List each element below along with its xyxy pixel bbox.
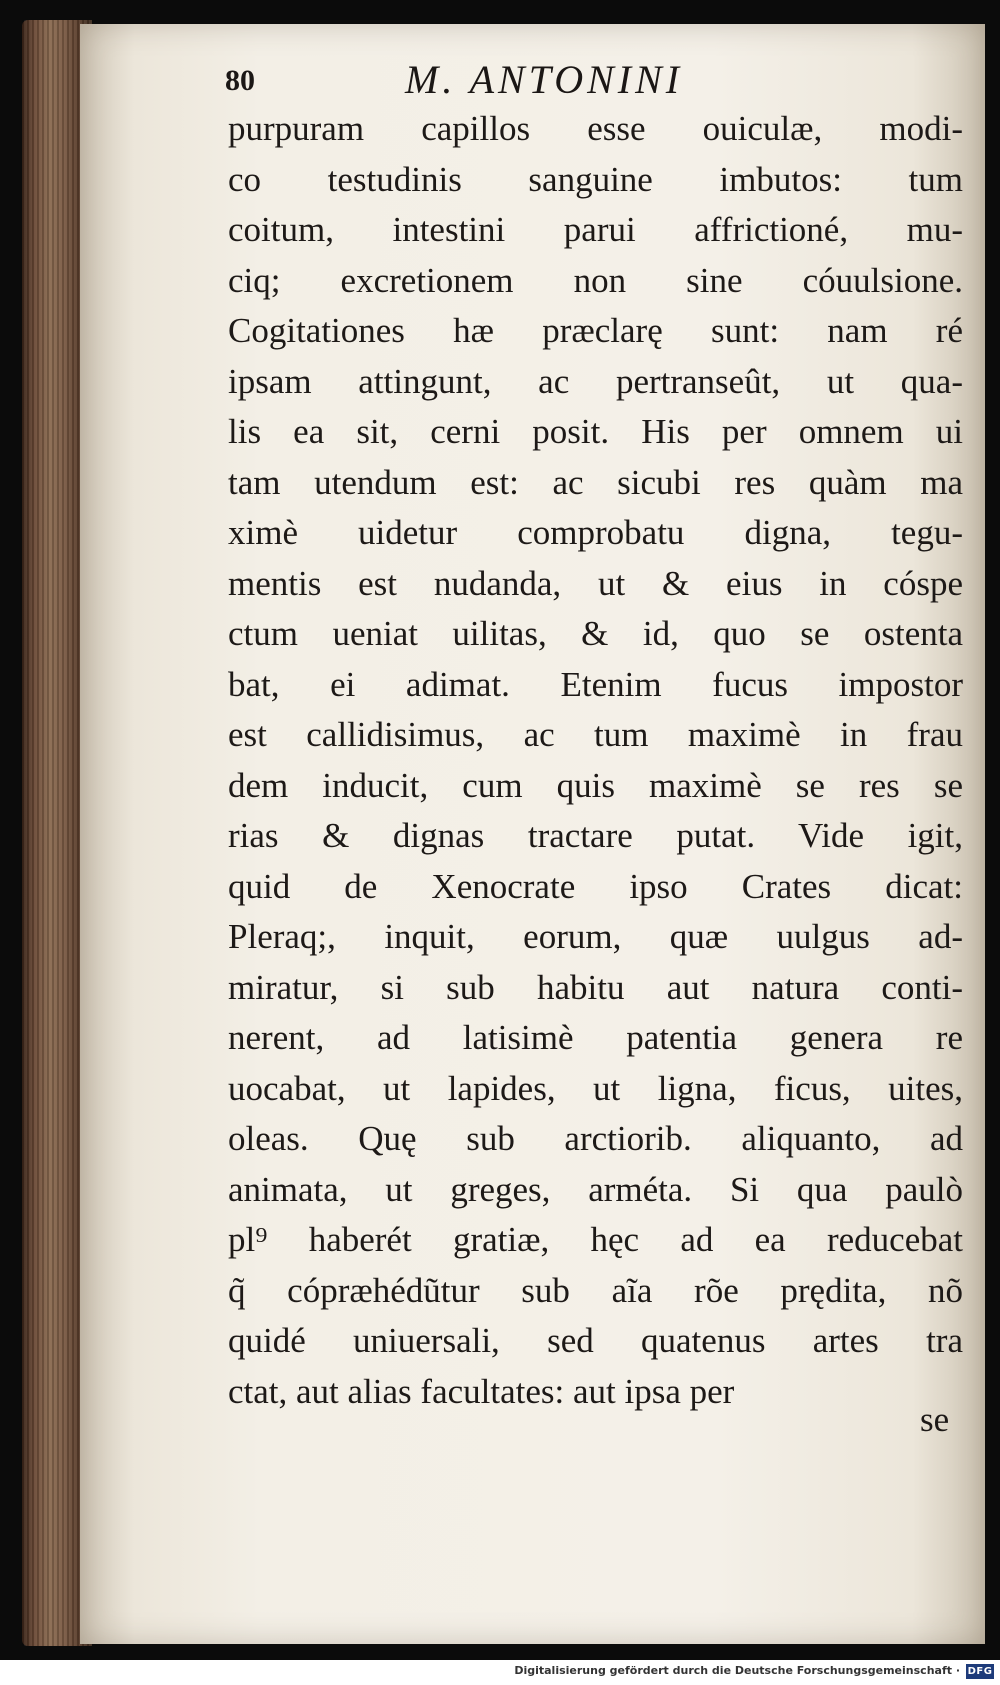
text-line: animata, ut greges, arméta. Si qua paulò: [228, 1169, 963, 1209]
text-line: ipsam attingunt, ac pertranseût, ut qua-: [228, 361, 963, 401]
text-line: dem inducit, cum quis maximè se res se: [228, 765, 963, 805]
text-block: [228, 104, 963, 1417]
footer-bar: [0, 1660, 1000, 1685]
text-line: mentis est nudanda, ut & eius in cóspe: [228, 563, 963, 603]
text-line: uocabat, ut lapides, ut ligna, ficus, uites,: [228, 1068, 963, 1108]
text-line: quidé uniuersali, sed quatenus artes tra: [228, 1321, 963, 1360]
text-line: ctat, aut alias facultates: aut ipsa per: [228, 1371, 735, 1411]
text-line: nerent, ad latisimè patentia genera re: [228, 1018, 963, 1057]
text-line: tam utendum est: ac sicubi res quàm ma: [228, 462, 963, 502]
text-line: lis ea sit, cerni posit. His per omnem ui: [228, 412, 963, 451]
text-line: ximè uidetur comprobatu digna, tegu-: [228, 513, 963, 552]
text-line: coitum, intestini parui affrictioné, mu-: [228, 210, 963, 249]
text-line: est callidisimus, ac tum maximè in frau: [228, 715, 963, 754]
text-line: Pleraq;, inquit, eorum, quæ uulgus ad-: [228, 917, 963, 956]
running-title: M. ANTONINI: [405, 57, 684, 102]
text-line: co testudinis sanguine imbutos: tum: [228, 159, 963, 199]
text-line: bat, ei adimat. Etenim fucus impostor: [228, 664, 963, 704]
text-line: miratur, si sub habitu aut natura conti-: [228, 967, 963, 1007]
dfg-logo-icon: DFG: [967, 1666, 993, 1677]
text-line: oleas. Quę sub arctiorib. aliquanto, ad: [228, 1119, 963, 1158]
catchword: se: [920, 1400, 950, 1439]
text-line: quid de Xenocrate ipso Crates dicat:: [228, 866, 963, 906]
text-line: purpuram capillos esse ouiculæ, modi-: [228, 109, 963, 148]
text-line: Cogitationes hæ præclarę sunt: nam ré: [228, 311, 963, 350]
page-number: 80: [225, 64, 255, 97]
text-line: q̃ cópræhédũtur sub aĩa rõe prędita, nõ: [228, 1270, 963, 1310]
text-line: ciq; excretionem non sine cóuulsione.: [228, 260, 963, 300]
text-line: rias & dignas tractare putat. Vide igit,: [228, 816, 963, 855]
funding-note: Digitalisierung gefördert durch die Deutsche Forschungsgemeinschaft ·: [514, 1664, 960, 1677]
text-line: pl⁹ haberét gratiæ, hęc ad ea reducebat: [228, 1220, 963, 1259]
text-line: ctum ueniat uilitas, & id, quo se ostenta: [228, 614, 963, 653]
